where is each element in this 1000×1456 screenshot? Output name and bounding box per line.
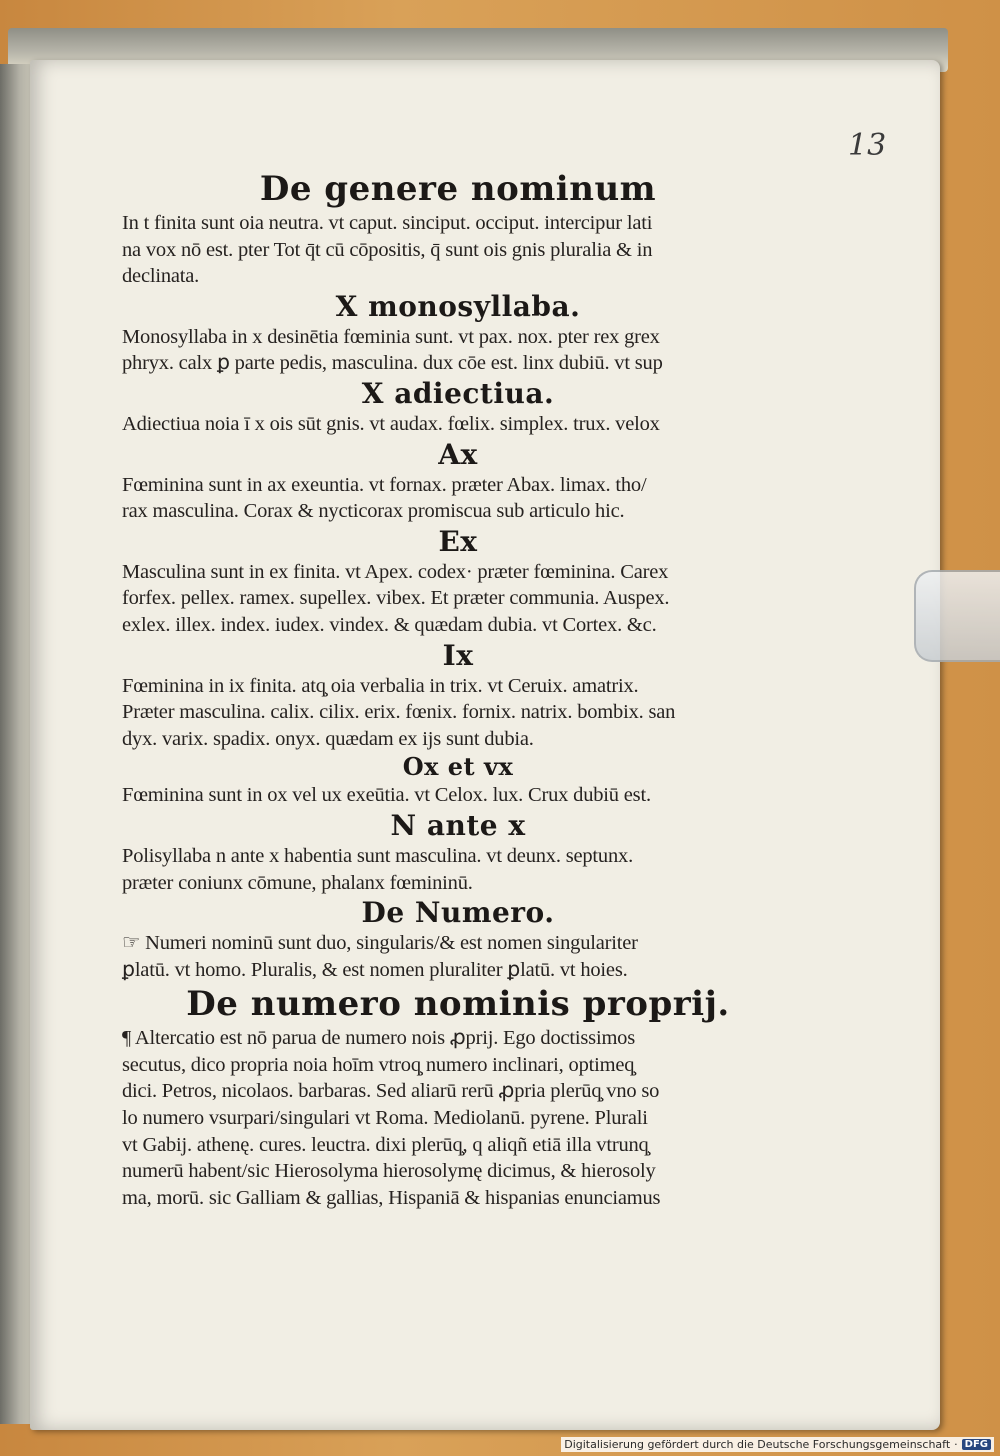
text-line: Monosyllaba in x desinētia fœminia sunt. vt pax. nox. pter rex grex xyxy=(122,325,660,348)
text-line: Fœminina sunt in ax exeuntia. vt fornax. præter Abax. limax. tho/ xyxy=(122,473,647,496)
section xyxy=(122,752,794,809)
section-heading: De genere nominum xyxy=(259,169,657,209)
text-line: forfex. pellex. ramex. supellex. vibex. Et præter communia. Auspex. xyxy=(122,587,670,610)
section-heading: De numero nominis proprij. xyxy=(186,984,730,1025)
text-line: præter coniunx cōmune, phalanx fœmininū. xyxy=(122,871,473,894)
footer-text: Digitalisierung gefördert durch die Deutsche Forschungsgemeinschaft xyxy=(564,1438,951,1451)
digitization-footer: Digitalisierung gefördert durch die Deutsche Forschungsgemeinschaft · DFG xyxy=(561,1437,994,1452)
text-line: phryx. calx ꝑ parte pedis, masculina. dux cōe est. linx dubiū. vt sup xyxy=(122,352,663,375)
text-line: Fœminina in ix finita. atq̧ oia verbalia in trix. vt Ceruix. amatrix. xyxy=(122,674,639,697)
section xyxy=(122,168,794,290)
section xyxy=(122,809,794,896)
section-heading: Ix xyxy=(442,638,474,672)
text-line: na vox nō est. pter Tot q̄t cū cōpositis, q̄ sunt ois gnis pluralia & in xyxy=(122,238,653,261)
section-heading: X adiectiua. xyxy=(361,376,555,410)
page-clip xyxy=(914,570,1000,662)
section xyxy=(122,438,794,525)
section-heading: Ex xyxy=(438,524,478,558)
text-line: numerū habent/sic Hierosolyma hierosolymę dicimus, & hierosoly xyxy=(122,1160,656,1183)
section-heading: De Numero. xyxy=(361,896,555,930)
text-line: ma, morū. sic Galliam & gallias, Hispaniā & hispanias enunciamus xyxy=(122,1186,661,1209)
section xyxy=(122,896,794,983)
text-line: Adiectiua noia ī x ois sūt gnis. vt audax. fœlix. simplex. trux. velox xyxy=(122,412,660,435)
text-line: secutus, dico propria noia hoīm vtroq̧ numero inclinari, optimeq̧ xyxy=(122,1053,635,1076)
text-line: Polisyllaba n ante x habentia sunt masculina. vt deunx. septunx. xyxy=(122,844,633,867)
text-line: ꝑlatū. vt homo. Pluralis, & est nomen pluraliter ꝑlatū. vt hoies. xyxy=(122,958,628,981)
section-heading: X monosyllaba. xyxy=(335,289,581,323)
text-line: Masculina sunt in ex finita. vt Apex. codex· præter fœminina. Carex xyxy=(122,560,669,583)
text-line: In t finita sunt oia neutra. vt caput. sinciput. occiput. intercipur lati xyxy=(122,212,653,234)
section-heading: N ante x xyxy=(390,808,526,842)
dfg-logo: DFG xyxy=(962,1439,991,1450)
text-line: vt Gabij. athenę. cures. leuctra. dixi plerūq̧, q aliqñ etiā illa vtrunq̧ xyxy=(122,1133,649,1156)
text-line: exlex. illex. index. iudex. vindex. & quædam dubia. vt Cortex. &c. xyxy=(122,613,657,636)
section xyxy=(122,639,794,753)
text-line: Præter masculina. calix. cilix. erix. fœnix. fornix. natrix. bombix. san xyxy=(122,701,676,724)
text-line: lo numero vsurpari/singulari vt Roma. Mediolanū. pyrene. Plurali xyxy=(122,1107,648,1130)
text-line: ☞ Numeri nominū sunt duo, singularis/& est nomen singulariter xyxy=(122,932,638,955)
text-line: dici. Petros, nicolaos. barbaras. Sed aliarū rerū ꝓpria plerūq̧ vno so xyxy=(122,1080,660,1103)
section xyxy=(122,525,794,639)
text-line: dyx. varix. spadix. onyx. quædam ex ijs sunt dubia. xyxy=(122,727,534,750)
text-line: Fœminina sunt in ox vel ux exeūtia. vt Celox. lux. Crux dubiū est. xyxy=(122,784,651,807)
page-text xyxy=(122,168,794,1211)
text-line: rax masculina. Corax & nycticorax promiscua sub articulo hic. xyxy=(122,500,625,523)
section xyxy=(122,290,794,377)
section-heading: Ox et vx xyxy=(402,752,514,782)
text-line: ¶ Altercatio est nō parua de numero nois ꝓprij. Ego doctissimos xyxy=(122,1027,636,1050)
section xyxy=(122,983,794,1211)
section-heading: Ax xyxy=(438,437,478,471)
folio-number: 13 xyxy=(848,128,887,163)
text-line: declinata. xyxy=(122,265,200,288)
section xyxy=(122,377,794,438)
